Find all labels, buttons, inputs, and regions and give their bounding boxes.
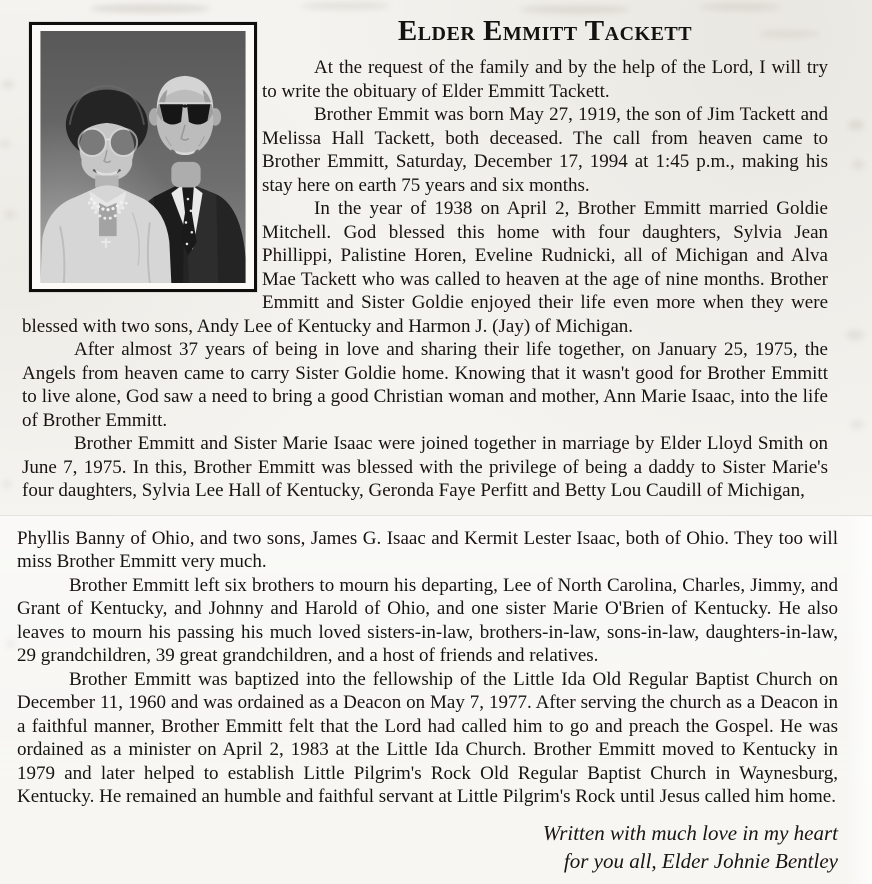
- obituary-paragraph-6: Phyllis Banny of Ohio, and two sons, James G. Isaac and Kermit Lester Isaac, both of Ohio. They too will miss Brother Emmitt very much.: [17, 527, 838, 572]
- obituary-bottom-block: [0, 515, 872, 883]
- obituary-paragraph-8: Brother Emmitt was baptized into the fellowship of the Little Ida Old Regular Baptist Church on December 11, 1960 and was ordained as a Deacon on May 7, 1977. After serving the church as a Deacon in a faithful manner, Brother Emmitt felt that the Lord had called him to go and preach the Gospel. He was ordained as a minister on April 2, 1983 at the Little Ida Church. Brother Emmitt moved to Kentucky in 1979 and later helped to establish Little Pilgrim's Rock Old Regular Baptist Church in Waynesburg, Kentucky. He remained an humble and faithful servant at Little Pilgrim's Rock until Jesus called him home.: [17, 668, 838, 807]
- couple-portrait-illustration: [38, 31, 248, 283]
- couple-portrait-photo: [29, 22, 257, 292]
- obituary-paragraph-1: At the request of the family and by the help of the Lord, I will try to write the obituary of Elder Emmitt Tackett.: [262, 57, 828, 102]
- obituary-paragraph-2: Brother Emmit was born May 27, 1919, the son of Jim Tackett and Melissa Hall Tackett, both deceased. The call from heaven came to Brother Emmitt, Saturday, December 17, 1994 at 1:45 p.m., making his stay here on earth 75 years and six months.: [262, 104, 828, 196]
- closing-line-1: Written with much love in my heart: [542, 820, 838, 845]
- page-title: Elder Emmitt Tackett: [397, 15, 693, 47]
- obituary-paragraph-5: Brother Emmitt and Sister Marie Isaac were joined together in marriage by Elder Lloyd Smith on June 7, 1975. In this, Brother Emmitt was blessed with the privilege of being a daddy to Sister Marie's four daughters, Sylvia Lee Hall of Kentucky, Geronda Faye Perfitt and Betty Lou Caudill of Michigan,: [22, 433, 828, 501]
- obituary-paragraph-4: After almost 37 years of being in love and sharing their life together, on January 25, 1975, the Angels from heaven came to carry Sister Goldie home. Knowing that it wasn't good for Brother Emmitt to live alone, God saw a need to bring a good Christian woman and mother, Ann Marie Isaac, into the life of Brother Emmitt.: [22, 339, 828, 431]
- obituary-paragraph-7: Brother Emmitt left six brothers to mourn his departing, Lee of North Carolina, Charles, Jimmy, and Grant of Kentucky, and Johnny and Harold of Ohio, and one sister Marie O'Brien of Kentucky. He also leaves to mourn his passing his much loved sisters-in-law, brothers-in-law, sons-in-law, daughters-in-law, 29 grandchildren, 39 great grandchildren, and a host of friends and relatives.: [17, 574, 838, 666]
- closing-line-2: for you all, Elder Johnie Bentley: [563, 848, 838, 873]
- closing-signature: [17, 819, 838, 875]
- obituary-paragraph-3: In the year of 1938 on April 2, Brother Emmitt married Goldie Mitchell. God blessed this home with four daughters, Sylvia Jean Phillippi, Palistine Horen, Eveline Rudnicki, all of Michigan and Alva Mae Tackett who was called to heaven at the age of nine months. Brother Emmitt and Sister Goldie enjoyed their life even more when they were blessed with two sons, Andy Lee of Kentucky and Harmon J. (Jay) of Michigan.: [22, 198, 828, 337]
